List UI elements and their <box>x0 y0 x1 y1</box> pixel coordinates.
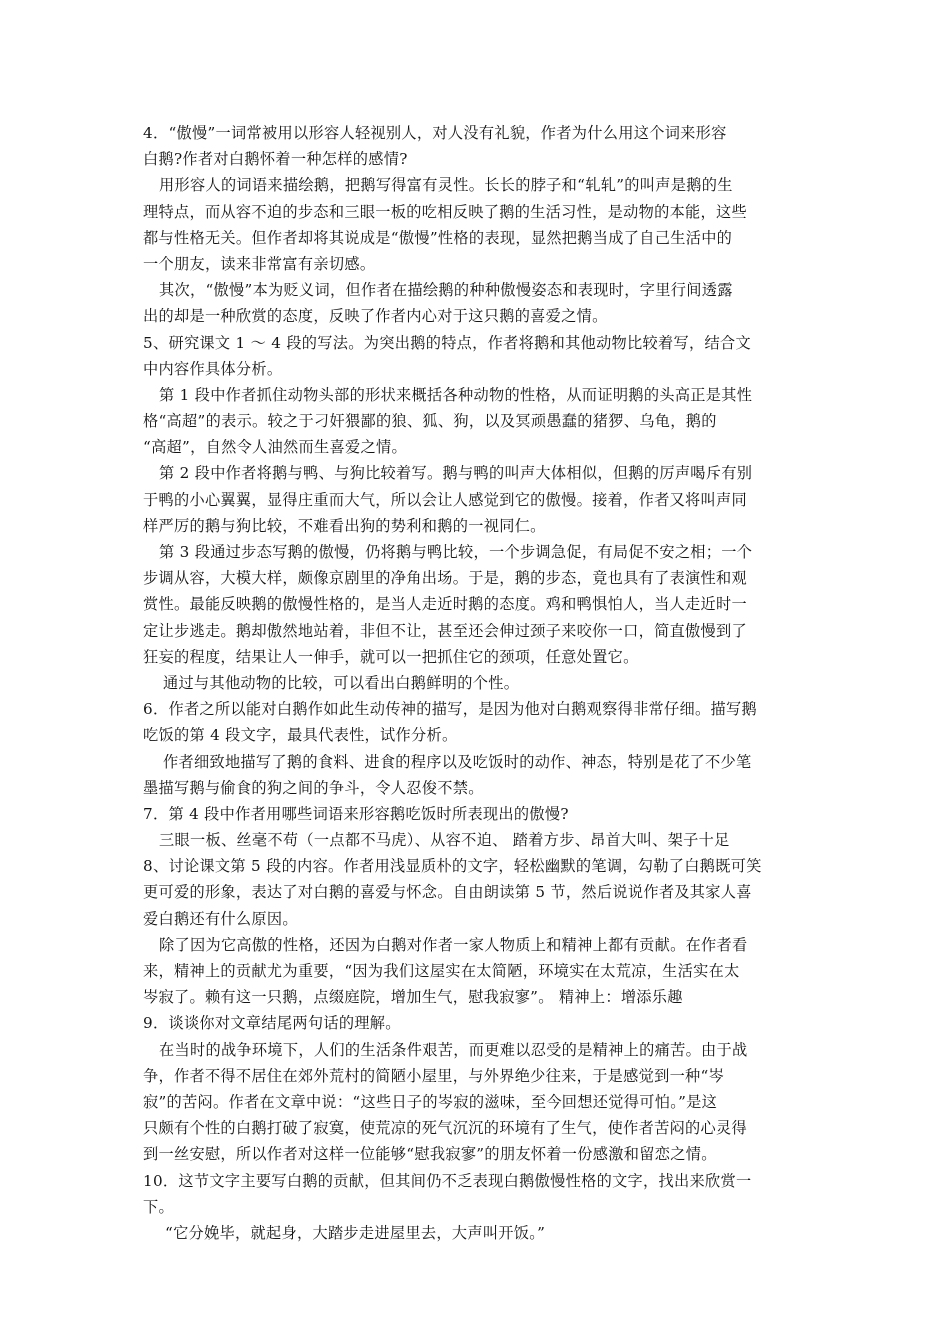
text-line: 步调从容，大模大样，颇像京剧里的净角出场。于是，鹅的步态，竟也具有了表演性和观 <box>143 569 748 588</box>
text-line: 吃饭的第 4 段文字，最具代表性，试作分析。 <box>143 726 458 745</box>
text-line: 中内容作具体分析。 <box>143 359 283 378</box>
text-line: 于鸭的小心翼翼，显得庄重而大气，所以会让人感觉到它的傲慢。接着，作者又将叫声同 <box>143 490 748 509</box>
text-line: 白鹅?作者对白鹅怀着一种怎样的感情? <box>143 150 408 169</box>
text-line: 下。 <box>143 1197 174 1216</box>
text-line: 8、讨论课文第 5 段的内容。作者用浅显质朴的文字，轻松幽默的笔调，勾勒了白鹅既可笑 <box>143 857 762 876</box>
text-line: 寂”的苦闷。作者在文章中说：“这些日子的岑寂的滋味，至今回想还觉得可怕。”是这 <box>143 1092 718 1111</box>
text-line: 爱白鹅还有什么原因。 <box>143 909 298 928</box>
text-line: 都与性格无关。但作者却将其说成是“傲慢”性格的表现，显然把鹅当成了自己生活中的 <box>143 228 733 247</box>
text-line: 争，作者不得不居住在郊外荒村的简陋小屋里，与外界绝少往来，于是感觉到一种“岑 <box>143 1066 725 1085</box>
text-line: 三眼一板、丝毫不苟（一点都不马虎）、从容不迫、 踏着方步、昂首大叫、架子十足 <box>159 831 730 850</box>
text-line: 一个朋友，读来非常富有亲切感。 <box>143 254 376 273</box>
text-line: “高超”，自然令人油然而生喜爱之情。 <box>143 438 407 457</box>
text-line: 样严厉的鹅与狗比较，不难看出狗的势利和鹅的一视同仁。 <box>143 516 546 535</box>
text-line: 墨描写鹅与偷食的狗之间的争斗，令人忍俊不禁。 <box>143 778 484 797</box>
text-line: 第 1 段中作者抓住动物头部的形状来概括各种动物的性格，从而证明鹅的头高正是其性 <box>159 385 753 404</box>
text-line: 7．第 4 段中作者用哪些词语来形容鹅吃饭时所表现出的傲慢? <box>143 804 569 823</box>
text-line: 作者细致地描写了鹅的食料、进食的程序以及吃饭时的动作、神态，特别是花了不少笔 <box>163 752 752 771</box>
text-line: 其次，“傲慢”本为贬义词，但作者在描绘鹅的种种傲慢姿态和表现时，字里行间透露 <box>159 281 733 300</box>
text-line: 第 3 段通过步态写鹅的傲慢，仍将鹅与鸭比较，一个步调急促，有局促不安之相；一个 <box>159 543 753 561</box>
text-line: 只颇有个性的白鹅打破了寂寞，使荒凉的死气沉沉的环境有了生气，使作者苦闷的心灵得 <box>143 1119 748 1138</box>
text-line: 到一丝安慰，所以作者对这样一位能够“慰我寂寥”的朋友怀着一份感激和留恋之情。 <box>143 1145 717 1164</box>
text-line: 通过与其他动物的比较，可以看出白鹅鲜明的个性。 <box>163 673 520 692</box>
text-line: 定让步逃走。鹅却傲然地站着，非但不让，甚至还会伸过颈子来咬你一口，简直傲慢到了 <box>143 621 748 640</box>
text-line: 6．作者之所以能对白鹅作如此生动传神的描写，是因为他对白鹅观察得非常仔细。描写鹅 <box>143 700 757 719</box>
text-line: 5、研究课文 1 ～ 4 段的写法。为突出鹅的特点，作者将鹅和其他动物比较着写，结合文 <box>143 333 751 352</box>
text-line: 除了因为它高傲的性格，还因为白鹅对作者一家人物质上和精神上都有贡献。在作者看 <box>159 935 748 954</box>
text-line: 9．谈谈你对文章结尾两句话的理解。 <box>143 1014 401 1033</box>
text-line: 狂妄的程度，结果让人一伸手，就可以一把抓住它的颈项，任意处置它。 <box>143 647 639 666</box>
text-line: 来，精神上的贡献尤为重要，“因为我们这屋实在太简陋，环境实在太荒凉，生活实在太 <box>143 962 740 980</box>
document-body <box>143 120 803 1246</box>
text-line: 10．这节文字主要写白鹅的贡献，但其间仍不乏表现白鹅傲慢性格的文字，找出来欣赏一 <box>143 1171 752 1190</box>
text-line: 理特点，而从容不迫的步态和三眼一板的吃相反映了鹅的生活习性，是动物的本能，这些 <box>143 202 748 221</box>
text-line: 在当时的战争环境下，人们的生活条件艰苦，而更难以忍受的是精神上的痛苦。由于战 <box>159 1040 748 1059</box>
text-line: 4．“傲慢”一词常被用以形容人轻视别人，对人没有礼貌，作者为什么用这个词来形容 <box>143 124 727 142</box>
text-line: 出的却是一种欣赏的态度，反映了作者内心对于这只鹅的喜爱之情。 <box>143 307 608 326</box>
text-line: 格“高超”的表示。较之于刁奸猥鄙的狼、狐、狗，以及冥顽愚蠢的猪猡、乌龟，鹅的 <box>143 412 717 431</box>
text-line: 更可爱的形象，表达了对白鹅的喜爱与怀念。自由朗读第 5 节，然后说说作者及其家人喜 <box>143 883 752 902</box>
text-line: 赏性。最能反映鹅的傲慢性格的，是当人走近时鹅的态度。鸡和鸭惧怕人，当人走近时一 <box>143 595 748 614</box>
text-line: “它分娩毕，就起身，大踏步走进屋里去，大声叫开饭。” <box>165 1223 546 1242</box>
text-line: 第 2 段中作者将鹅与鸭、与狗比较着写。鹅与鸭的叫声大体相似，但鹅的厉声喝斥有别 <box>159 464 753 483</box>
text-line: 岑寂了。赖有这一只鹅，点缀庭院，增加生气，慰我寂寥”。 精神上：增添乐趣 <box>143 988 683 1007</box>
text-line: 用形容人的词语来描绘鹅，把鹅写得富有灵性。长长的脖子和“轧轧”的叫声是鹅的生 <box>159 176 733 195</box>
